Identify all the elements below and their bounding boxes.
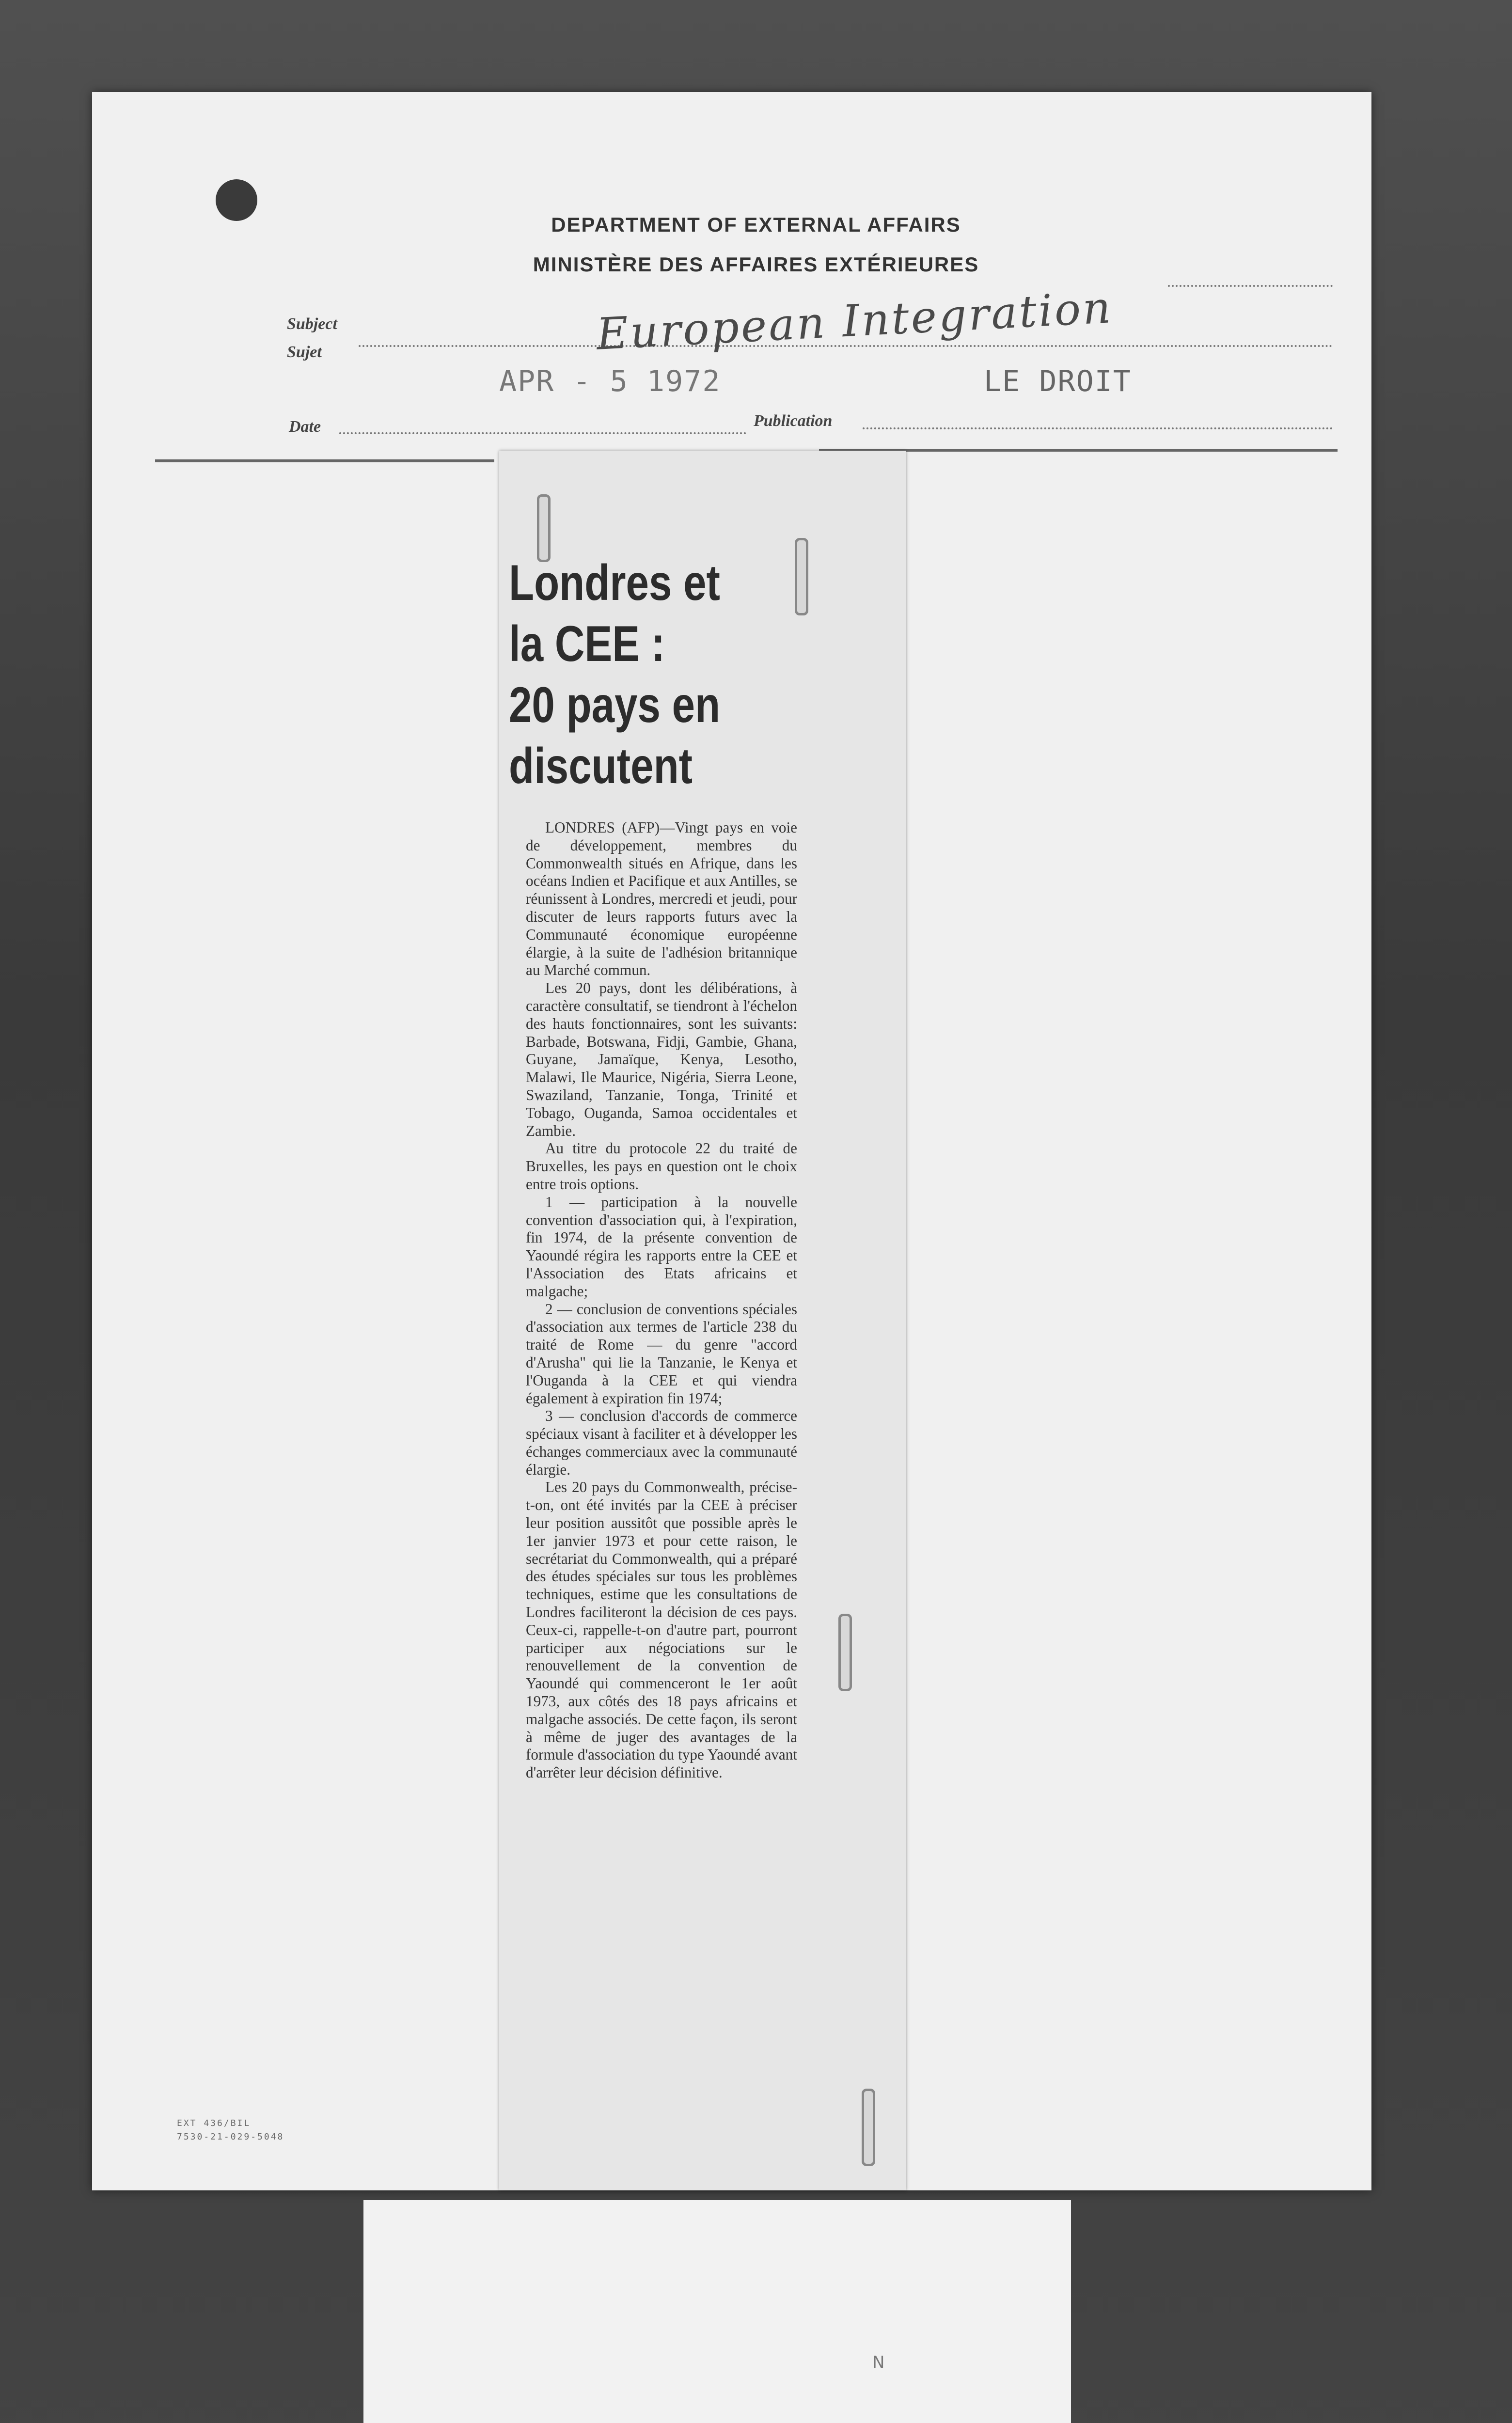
header-rule-left bbox=[155, 459, 494, 462]
form-code bbox=[177, 2117, 284, 2144]
date-label: Date bbox=[289, 418, 321, 436]
publication-label: Publication bbox=[754, 412, 833, 430]
form-code-line: 7530-21-029-5048 bbox=[177, 2132, 284, 2142]
article-paragraph: Au titre du protocole 22 du traité de Bruxelles, les pays en question ont le choix entre trois options. bbox=[526, 1140, 797, 1193]
subject-label-fr: Sujet bbox=[287, 343, 322, 361]
department-title-en: DEPARTMENT OF EXTERNAL AFFAIRS bbox=[551, 213, 961, 236]
staple-top-right bbox=[795, 538, 808, 615]
headline-line: Londres et bbox=[509, 555, 720, 611]
card-mark: N bbox=[872, 2353, 885, 2372]
department-title-fr: MINISTÈRE DES AFFAIRES EXTÉRIEURES bbox=[533, 253, 979, 276]
publication-dotted-line bbox=[863, 427, 1333, 429]
headline-line: 20 pays en bbox=[509, 677, 721, 733]
headline-line: la CEE : bbox=[509, 616, 665, 672]
article-body bbox=[526, 819, 797, 1782]
lower-index-card bbox=[363, 2200, 1071, 2423]
publication-stamp: LE DROIT bbox=[984, 364, 1132, 398]
article-paragraph: Les 20 pays, dont les délibérations, à caractère consultatif, se tiendront à l'échelon des hauts fonctionnaires, sont les suivants: Barbade, Botswana, Fidji, Gambie, Ghana, Guyane, Jamaïque, Kenya, Lesotho, Malawi, Ile Maurice, Nigéria, Sierra Leone, Swaziland, Tanzanie, Tonga, Trinité et Tobago, Ouganda, Samoa occidentales et Zambie. bbox=[526, 979, 797, 1139]
article-paragraph: LONDRES (AFP)—Vingt pays en voie de développement, membres du Commonwealth situés en Afrique, dans les océans Indien et Pacifique et aux Antilles, se réunissent à Londres, mercredi et jeudi, pour discuter de leurs rapports futurs avec la Communauté économique européenne élargie, à la suite de l'adhésion britannique au Marché commun. bbox=[526, 819, 797, 979]
staple-middle-right bbox=[838, 1614, 852, 1691]
form-code-line: EXT 436/BIL bbox=[177, 2118, 251, 2128]
staple-bottom-right bbox=[862, 2089, 875, 2166]
article-paragraph: Les 20 pays du Commonwealth, précise-t-on, ont été invités par la CEE à préciser leur position aussitôt que possible après le 1er janvier 1973 et pour cette raison, le secrétariat du Commonwealth, qui a préparé des études spéciales sur tous les problèmes techniques, estime que les consultations de Londres faciliteront la décision de ces pays. Ceux-ci, rappelle-t-on d'autre part, pourront participer aux négociations sur le renouvellement de la convention de Yaoundé qui commenceront le 1er août 1973, aux côtés des 18 pays africains et malgache associés. De cette façon, ils seront à même de juger des avantages de la formule d'association du type Yaoundé avant d'arrêter leur décision définitive. bbox=[526, 1479, 797, 1781]
article-paragraph: 2 — conclusion de conventions spéciales d'association aux termes de l'article 238 du traité de Rome — du genre "accord d'Arusha" qui lie la Tanzanie, le Kenya et l'Ouganda à la CEE et qui viendra également à expiration fin 1974; bbox=[526, 1300, 797, 1407]
staple-top-left bbox=[537, 494, 551, 562]
article-paragraph: 3 — conclusion d'accords de commerce spéciaux visant à faciliter et à développer les échanges commerciaux avec la communauté élargie. bbox=[526, 1407, 797, 1478]
subject-handwritten-value: European Integration bbox=[595, 282, 1114, 360]
subject-label-en: Subject bbox=[287, 315, 337, 333]
reference-dotted-line bbox=[1168, 285, 1333, 287]
article-paragraph: 1 — participation à la nouvelle convention d'association qui, à l'expiration, fin 1974, de la présente convention de Yaoundé régira les rapports entre la CEE et l'Association des Etats africains et malgache; bbox=[526, 1193, 797, 1300]
headline-line: discutent bbox=[509, 738, 693, 794]
date-dotted-line bbox=[339, 432, 746, 434]
article-headline bbox=[509, 552, 747, 797]
date-stamp: APR - 5 1972 bbox=[499, 364, 721, 398]
